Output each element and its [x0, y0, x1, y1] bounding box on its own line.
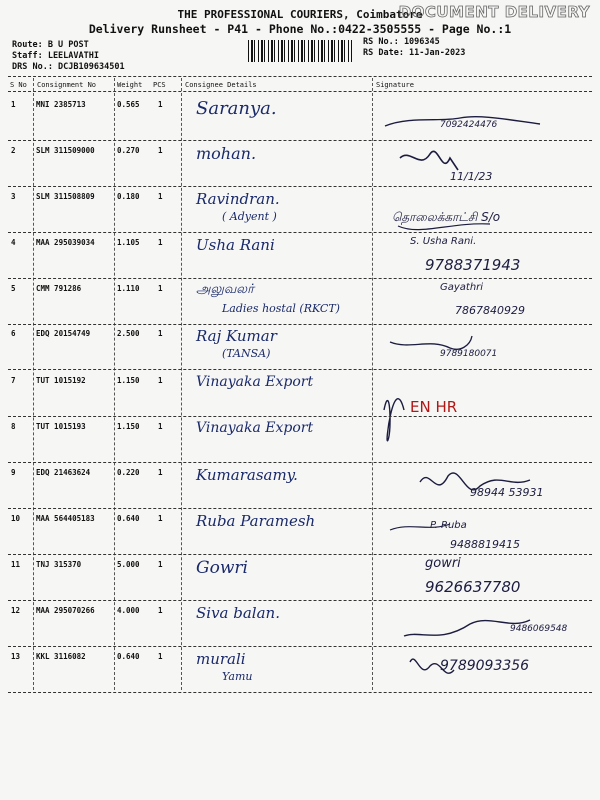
row-sno: 9 — [11, 468, 16, 477]
consignee-note: ( Adyent ) — [222, 210, 277, 223]
consignee-note: Yamu — [222, 670, 253, 683]
consignment-number: MAA 295039034 — [36, 238, 95, 247]
drs-label: DRS No.: DCJB109634501 — [12, 62, 125, 72]
consignment-number: EDQ 21463624 — [36, 468, 91, 477]
col-header-sno: S No — [10, 81, 27, 89]
consignee-name: Ruba Paramesh — [196, 512, 316, 530]
weight-value: 5.000 — [117, 560, 140, 569]
signature-phone: 7867840929 — [455, 304, 525, 317]
consignment-number: CMM 791286 — [36, 284, 82, 293]
signature-stroke — [385, 117, 540, 126]
consignee-name: murali — [196, 650, 246, 668]
consignee-name: mohan. — [196, 144, 257, 163]
row-divider — [8, 369, 592, 370]
weight-value: 1.150 — [117, 422, 140, 431]
signature-text: 9486069548 — [510, 624, 568, 634]
signature-stroke — [404, 620, 530, 636]
row-divider — [8, 692, 592, 693]
row-sno: 11 — [11, 560, 21, 569]
pcs-value: 1 — [158, 329, 163, 338]
row-divider — [8, 462, 592, 463]
row-sno: 6 — [11, 329, 16, 338]
signature-stroke — [384, 399, 404, 441]
weight-value: 0.565 — [117, 100, 140, 109]
company-title: THE PROFESSIONAL COURIERS, Coimbatore — [177, 8, 423, 21]
document-delivery-stamp: DOCUMENT DELIVERY — [398, 3, 590, 21]
weight-value: 0.640 — [117, 514, 140, 523]
signature-text: தொலைக்காட்சி S/o — [392, 210, 501, 224]
row-divider — [8, 416, 592, 417]
consignee-name: Usha Rani — [196, 236, 275, 254]
consignee-name: Saranya. — [196, 98, 277, 119]
row-divider — [8, 646, 592, 647]
consignment-number: MAA 564405183 — [36, 514, 95, 523]
signature-text: 98944 53931 — [470, 486, 544, 499]
route-info — [12, 40, 125, 73]
staff-label: Staff: LEELAVATHI — [12, 51, 99, 61]
row-divider — [8, 324, 592, 325]
weight-value: 1.110 — [117, 284, 140, 293]
consignment-number: TUT 1015193 — [36, 422, 86, 431]
signature-phone: 9788371943 — [425, 256, 521, 274]
row-sno: 13 — [11, 652, 21, 661]
row-divider — [8, 186, 592, 187]
pcs-value: 1 — [158, 606, 163, 615]
signature-text: gowri — [425, 556, 461, 571]
consignment-number: SLM 311509000 — [36, 146, 95, 155]
pcs-value: 1 — [158, 514, 163, 523]
row-sno: 5 — [11, 284, 16, 293]
consignee-name: Ravindran. — [196, 190, 280, 208]
runsheet-subtitle: Delivery Runsheet - P41 - Phone No.:0422-3505555 - Page No.:1 — [88, 22, 512, 36]
row-divider — [8, 600, 592, 601]
signature-text: EN HR — [410, 398, 458, 416]
signature-stroke — [400, 151, 458, 170]
signature-text: Gayathri — [440, 282, 484, 293]
pcs-value: 1 — [158, 100, 163, 109]
signature-text: 11/1/23 — [450, 170, 493, 183]
consignment-number: EDQ 20154749 — [36, 329, 91, 338]
barcode — [248, 40, 352, 62]
signature-stroke — [390, 336, 472, 349]
signature-stroke — [390, 524, 450, 530]
pcs-value: 1 — [158, 560, 163, 569]
weight-value: 0.180 — [117, 192, 140, 201]
signature-text: 9789093356 — [440, 658, 530, 674]
signature-phone: 9488819415 — [450, 538, 520, 551]
signature-text: P. Ruba — [430, 520, 467, 531]
signature-stroke — [420, 473, 530, 490]
row-divider — [8, 232, 592, 233]
col-header-weight: Weight — [117, 81, 143, 89]
weight-value: 2.500 — [117, 329, 140, 338]
row-sno: 3 — [11, 192, 16, 201]
row-sno: 4 — [11, 238, 16, 247]
rs-info — [363, 37, 465, 59]
weight-value: 1.150 — [117, 376, 140, 385]
consignee-name: Siva balan. — [196, 604, 280, 622]
row-divider — [8, 278, 592, 279]
consignee-name: Kumarasamy. — [196, 466, 298, 484]
rs-number: RS No.: 1096345 — [363, 37, 440, 47]
consignment-number: MNI 2385713 — [36, 100, 86, 109]
consignee-note: (TANSA) — [222, 347, 271, 360]
pcs-value: 1 — [158, 146, 163, 155]
consignee-name: Vinayaka Export — [196, 420, 314, 436]
rs-date: RS Date: 11-Jan-2023 — [363, 48, 466, 58]
consignment-number: KKL 3116082 — [36, 652, 86, 661]
table-header-rule — [8, 91, 592, 92]
pcs-value: 1 — [158, 192, 163, 201]
pcs-value: 1 — [158, 238, 163, 247]
col-header-signature: Signature — [376, 81, 414, 89]
row-sno: 8 — [11, 422, 16, 431]
row-sno: 1 — [11, 100, 16, 109]
signature-stroke — [410, 659, 454, 673]
weight-value: 0.640 — [117, 652, 140, 661]
signature-text: S. Usha Rani. — [410, 236, 477, 247]
consignment-number: SLM 311508809 — [36, 192, 95, 201]
row-divider — [8, 554, 592, 555]
pcs-value: 1 — [158, 422, 163, 431]
weight-value: 1.105 — [117, 238, 140, 247]
col-header-consignment: Consignment No — [37, 81, 97, 89]
pcs-value: 1 — [158, 284, 163, 293]
consignee-name: Vinayaka Export — [196, 374, 314, 390]
signature-stroke — [398, 224, 490, 230]
consignment-number: TNJ 315370 — [36, 560, 82, 569]
signature-phone: 9626637780 — [425, 578, 521, 596]
col-header-pcs: PCS — [153, 81, 166, 89]
consignment-number: TUT 1015192 — [36, 376, 86, 385]
pcs-value: 1 — [158, 652, 163, 661]
col-header-consignee: Consignee Details — [185, 81, 257, 89]
table-top-rule — [8, 76, 592, 77]
signature-text: 9789180071 — [440, 349, 498, 359]
pcs-value: 1 — [158, 468, 163, 477]
consignee-name: அலுவலர் — [196, 282, 254, 297]
signature-scribbles — [380, 110, 590, 690]
pcs-value: 1 — [158, 376, 163, 385]
row-sno: 10 — [11, 514, 21, 523]
row-sno: 2 — [11, 146, 16, 155]
row-divider — [8, 140, 592, 141]
row-sno: 12 — [11, 606, 21, 615]
weight-value: 0.220 — [117, 468, 140, 477]
weight-value: 4.000 — [117, 606, 140, 615]
consignment-number: MAA 295070266 — [36, 606, 95, 615]
row-divider — [8, 508, 592, 509]
row-sno: 7 — [11, 376, 16, 385]
consignee-note: Ladies hostal (RKCT) — [222, 302, 340, 315]
signature-text: 7092424476 — [440, 120, 498, 130]
weight-value: 0.270 — [117, 146, 140, 155]
route-label: Route: B U POST — [12, 40, 89, 50]
consignee-name: Gowri — [196, 558, 248, 578]
consignee-name: Raj Kumar — [196, 327, 277, 345]
